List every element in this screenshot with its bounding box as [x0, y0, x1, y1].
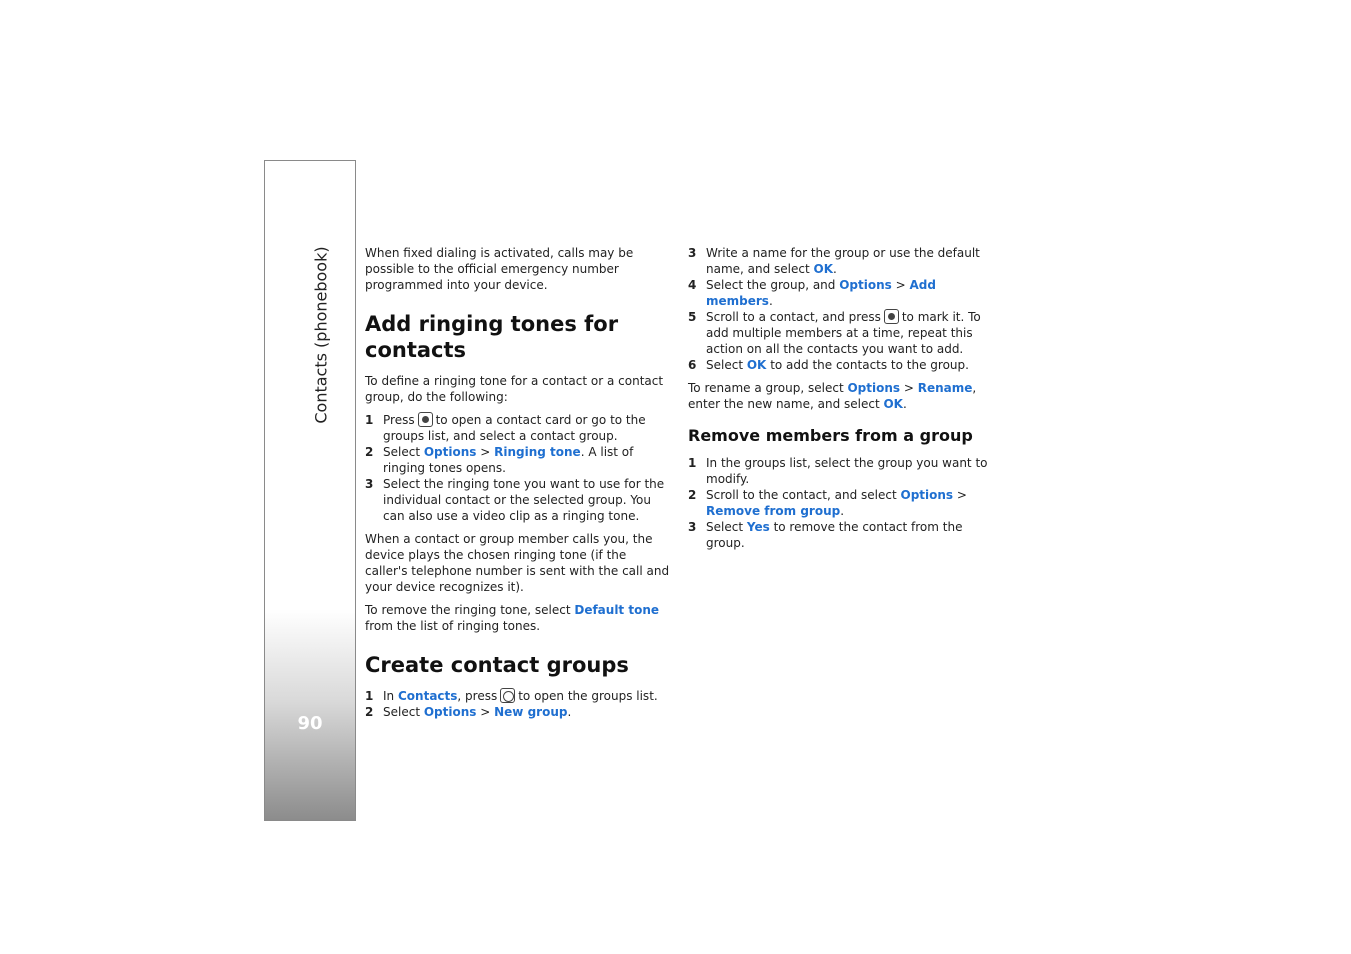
- rename-link: Rename: [917, 381, 973, 395]
- list-item: 1 In Contacts, press to open the groups list.: [365, 689, 658, 703]
- group-steps: [365, 688, 670, 720]
- ok-link: OK: [883, 397, 903, 411]
- options-link: Options: [900, 488, 954, 502]
- heading-ringing-tones: Add ringing tones for contacts: [365, 312, 619, 362]
- list-item: 6 Select OK to add the contacts to the group.: [688, 358, 969, 372]
- list-item: 2 Select Options > Ringing tone. A list of ringing tones opens.: [365, 445, 634, 475]
- page-number: 90: [297, 713, 323, 734]
- remove-steps: [688, 455, 1003, 551]
- new-group-link: New group: [494, 705, 568, 719]
- ringing-intro: To define a ringing tone for a contact or a contact group, do the following:: [365, 374, 664, 404]
- options-link: Options: [423, 445, 477, 459]
- list-item: 2 Select Options > New group.: [365, 705, 572, 719]
- options-link: Options: [847, 381, 901, 395]
- contacts-link: Contacts: [397, 689, 458, 703]
- options-link: Options: [839, 278, 892, 292]
- default-tone-link: Default tone: [574, 603, 660, 617]
- intro-paragraph: When fixed dialing is activated, calls may be possible to the official emergency number programmed into your device.: [365, 246, 634, 292]
- list-item: 4 Select the group, and Options > Add members.: [688, 278, 936, 308]
- list-item: 3 Select the ringing tone you want to use for the individual contact or the selected group. You can also use a video clip as a ringing tone.: [365, 477, 665, 523]
- rename-paragraph: To rename a group, select Options > Rename, enter the new name, and select OK.: [688, 381, 977, 411]
- list-item: 1 Press to open a contact card or go to the groups list, and select a contact group.: [365, 413, 646, 443]
- sidebar-section-title: Contacts (phonebook): [311, 246, 331, 424]
- left-column: [365, 245, 670, 727]
- list-item: 1 In the groups list, select the group you want to modify.: [688, 456, 988, 486]
- list-item: 3 Select Yes to remove the contact from the group.: [688, 520, 963, 550]
- list-item: 3 Write a name for the group or use the default name, and select OK.: [688, 246, 980, 276]
- list-item: 2 Scroll to the contact, and select Options > Remove from group.: [688, 488, 967, 518]
- joystick-icon: [500, 688, 515, 703]
- ok-link: OK: [746, 358, 767, 372]
- ringing-steps: [365, 412, 670, 524]
- right-column: [688, 245, 1003, 558]
- heading-contact-groups: Create contact groups: [365, 653, 629, 677]
- remove-from-group-link: Remove from group: [706, 504, 841, 518]
- heading-remove-members: Remove members from a group: [688, 426, 973, 445]
- ok-link: OK: [813, 262, 834, 276]
- yes-link: Yes: [746, 520, 770, 534]
- group-steps-continued: [688, 245, 1003, 373]
- scroll-key-icon: [884, 309, 899, 324]
- calls-paragraph: When a contact or group member calls you, the device plays the chosen ringing tone (if the caller's telephone number is sent with the call and your device recognizes it).: [365, 532, 670, 594]
- add-members-link: Add members: [706, 278, 936, 308]
- remove-tone-paragraph: To remove the ringing tone, select Default tone from the list of ringing tones.: [365, 603, 660, 633]
- ringing-tone-link: Ringing tone: [494, 445, 581, 459]
- list-item: 5 Scroll to a contact, and press to mark it. To add multiple members at a time, repeat this action on all the contacts you want to add.: [688, 310, 981, 356]
- sidebar-tab: [264, 160, 356, 821]
- scroll-key-icon: [418, 412, 433, 427]
- options-link: Options: [423, 705, 477, 719]
